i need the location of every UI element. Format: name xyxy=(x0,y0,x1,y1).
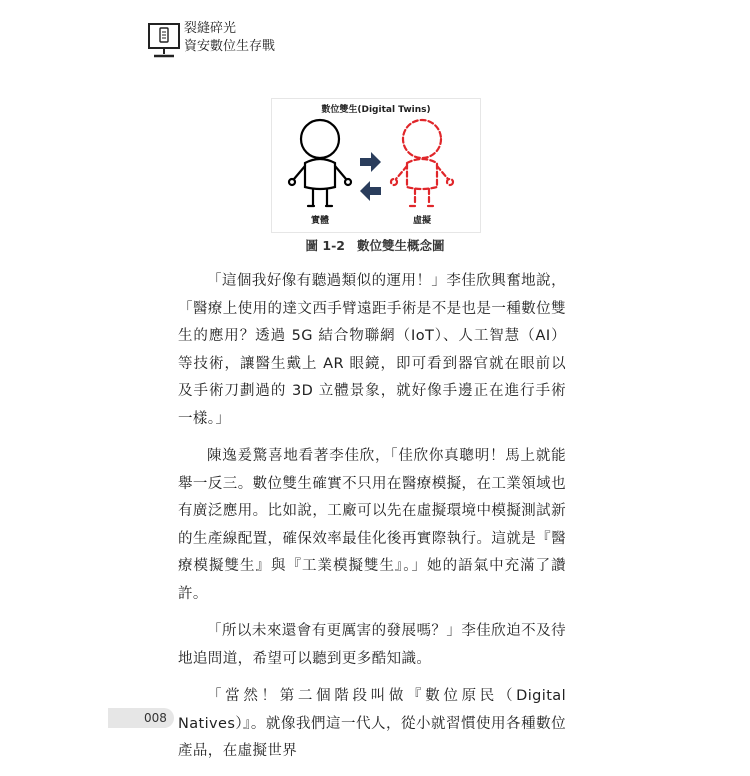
virtual-figure-icon xyxy=(391,120,453,206)
arrow-left-icon xyxy=(360,181,381,201)
caption-text: 數位雙生概念圖 xyxy=(356,238,445,253)
figure-title: 數位雙生(Digital Twins) xyxy=(321,105,431,115)
paragraph: 「這個我好像有聽過類似的運用！」李佳欣興奮地說，「醫療上使用的達文西手臂遠距手術是不是也是一種數位雙生的應用？透過 5G 結合物聯網（IoT）、人工智慧（AI）等技術，讓醫生戴上 AR 眼鏡，即可看到器官就在眼前以及手術刀劃過的 3D 立體景象，就好像手邊正在進行手術一樣。」 xyxy=(178,273,566,427)
paragraph: 陳逸爰驚喜地看著李佳欣，「佳欣你真聰明！馬上就能舉一反三。數位雙生確實不只用在醫療模擬，在工業領域也有廣泛應用。比如說，工廠可以先在虛擬環境中模擬測試新的生產線配置，確保效率最佳化後再實際執行。這就是『醫療模擬雙生』與『工業模擬雙生』。」她的語氣中充滿了讚許。 xyxy=(178,448,566,602)
monitor-shield-icon xyxy=(148,23,180,59)
paragraph: 「當然！第二個階段叫做『數位原民（Digital Natives）』。就像我們這一代人，從小就習慣使用各種數位產品，在虛擬世界 xyxy=(178,688,566,759)
label-physical: 實體 xyxy=(310,216,330,226)
page-number: 008 xyxy=(144,711,167,725)
label-virtual: 虛擬 xyxy=(412,216,432,226)
body-text xyxy=(178,268,566,776)
figure-illustration xyxy=(272,99,480,232)
physical-figure-icon xyxy=(289,120,351,206)
page-number-tab xyxy=(108,708,174,728)
figure-caption xyxy=(0,236,750,254)
series-title: 裂縫碎光 xyxy=(184,21,237,36)
paragraph: 「所以未來還會有更厲害的發展嗎？」李佳欣迫不及待地追問道，希望可以聽到更多酷知識。 xyxy=(178,623,566,667)
figure-digital-twins xyxy=(271,98,481,233)
caption-number: 圖 1-2 xyxy=(305,238,345,253)
arrow-right-icon xyxy=(360,152,381,172)
book-title: 資安數位生存戰 xyxy=(184,39,276,54)
